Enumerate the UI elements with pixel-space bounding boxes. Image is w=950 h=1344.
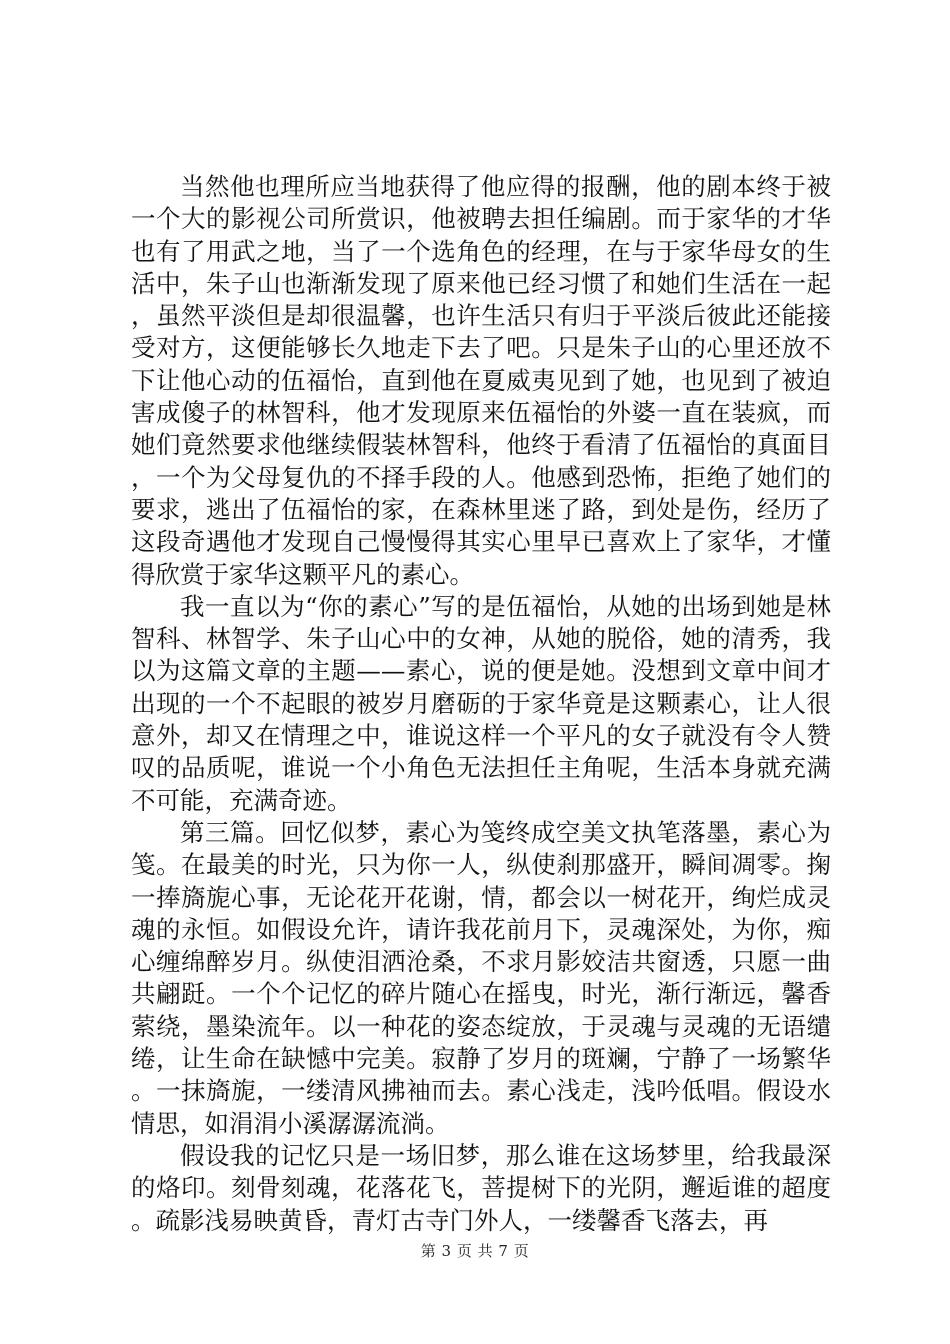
paragraph-1: 当然他也理所应当地获得了他应得的报酬，他的剧本终于被一个大的影视公司所赏识，他被聘去担任编剧。而于家华的才华也有了用武之地，当了一个选角色的经理，在与于家华母女的生活中，朱子山也渐渐发现了原来他已经习惯了和她们生活在一起，虽然平淡但是却很温馨，也许生活只有归于平淡后彼此还能接受对方，这便能够长久地走下去了吧。只是朱子山的心里还放不下让他心动的伍福怡，直到他在夏威夷见到了她，也见到了被迫害成傻子的林智科，他才发现原来伍福怡的外婆一直在装疯，而她们竟然要求他继续假装林智科，他终于看清了伍福怡的真面目，一个为父母复仇的不择手段的人。他感到恐怖，拒绝了她们的要求，逃出了伍福怡的家，在森林里迷了路，到处是伤，经历了这段奇遇他才发现自己慢慢得其实心里早已喜欢上了家华，才懂得欣赏于家华这颗平凡的素心。: [131, 172, 831, 589]
paragraph-2: 我一直以为“你的素心”写的是伍福怡，从她的出场到她是林智科、林智学、朱子山心中的女神，从她的脱俗，她的清秀，我以为这篇文章的主题——素心，说的便是她。没想到文章中间才出现的一个不起眼的被岁月磨砺的于家华竟是这颗素心，让人很意外，却又在情理之中，谁说这样一个平凡的女子就没有令人赞叹的品质呢，谁说一个小角色无法担任主角呢，生活本身就充满不可能，充满奇迹。: [131, 591, 831, 815]
paragraph-4: 假设我的记忆只是一场旧梦，那么谁在这场梦里，给我最深的烙印。刻骨刻魂，花落花飞，菩提树下的光阴，邂逅谁的超度。疏影浅易映黄昏，青灯古寺门外人，一缕馨香飞落去，再: [131, 1140, 831, 1235]
page-footer: [0, 1240, 950, 1261]
page-number-label: 第 3 页 共 7 页: [420, 1242, 530, 1260]
document-body: [131, 171, 831, 1237]
paragraph-3: 第三篇。回忆似梦，素心为笺终成空美文执笔落墨，素心为笺。在最美的时光，只为你一人，纵使刹那盛开，瞬间凋零。掬一捧旖旎心事，无论花开花谢，情，都会以一树花开，绚烂成灵魂的永恒。如假设允许，请许我花前月下，灵魂深处，为你，痴心缠绵醉岁月。纵使泪洒沧桑，不求月影姣洁共窗透，只愿一曲共翩跹。一个个记忆的碎片随心在摇曳，时光，渐行渐远，馨香萦绕，墨染流年。以一种花的姿态绽放，于灵魂与灵魂的无语缱绻，让生命在缺憾中完美。寂静了岁月的斑斓，宁静了一场繁华。一抹旖旎，一缕清风拂袖而去。素心浅走，浅吟低唱。假设水情思，如涓涓小溪潺潺流淌。: [131, 817, 831, 1138]
